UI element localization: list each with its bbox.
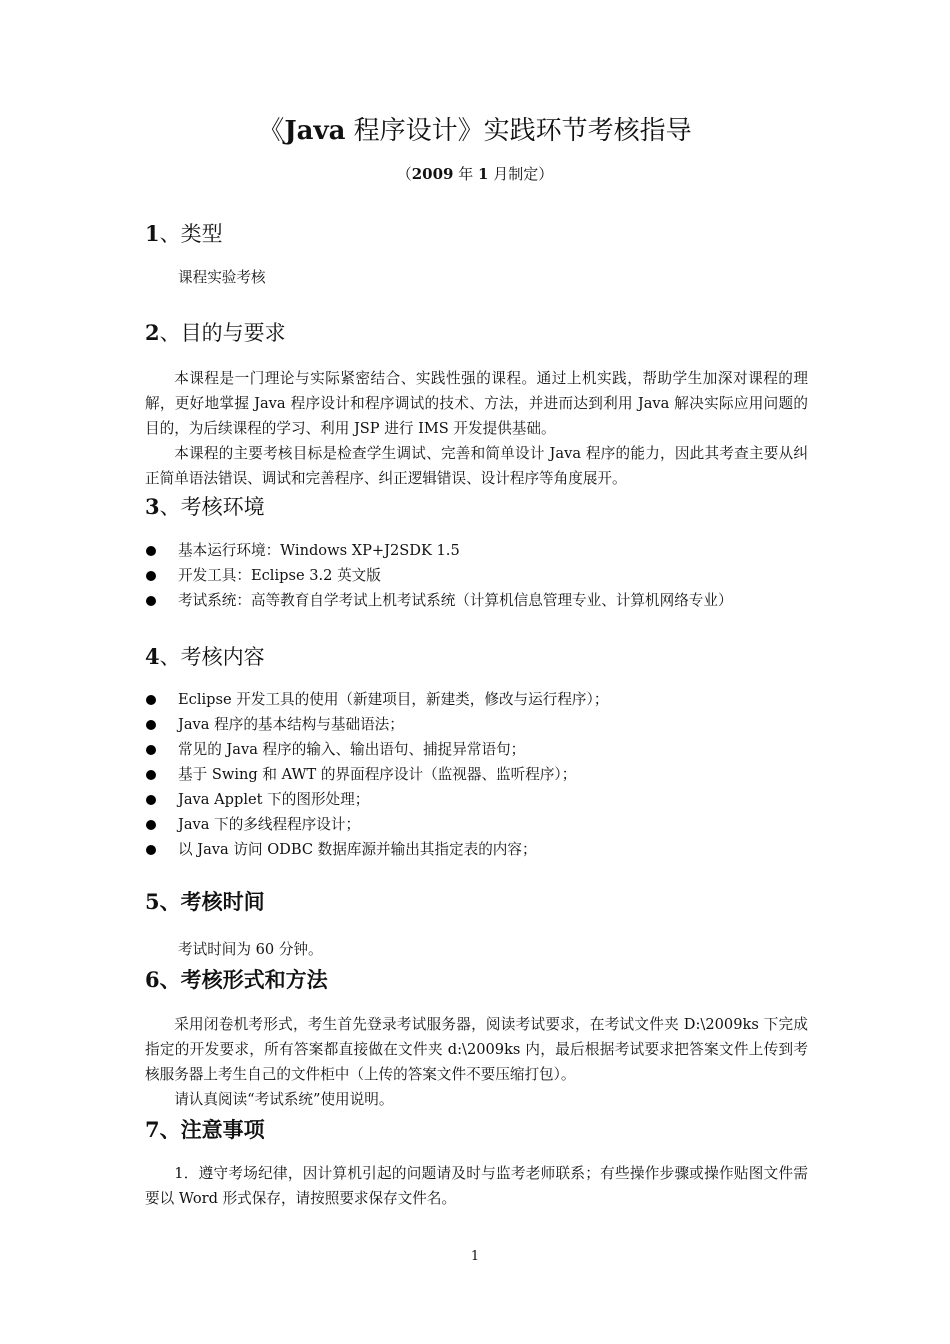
bullet-icon [146,596,156,606]
section-3-heading [145,492,265,522]
list-item [145,787,825,812]
list-item [145,737,825,762]
section-5-body: 考试时间为 60 分钟。 [178,941,323,958]
section-7-paragraph-1: 1．遵守考场纪律，因计算机引起的问题请及时与监考老师联系；有些操作步骤或操作贴图文件需要以 Word 形式保存，请按照要求保存文件名。 [145,1165,808,1207]
section-2-paragraph-1: 本课程是一门理论与实际紧密结合、实践性强的课程。通过上机实践，帮助学生加深对课程的理解，更好地掌握 Java 程序设计和程序调试的技术、方法，并进而达到利用 Java 解决实际应用问题的目的，为后续课程的学习、利用 JSP 进行 IMS 开发提供基础。 [145,370,808,437]
section-7-heading [145,1115,265,1145]
bullet-icon [146,571,156,581]
bullet-icon [146,695,156,705]
list-item [145,563,825,588]
section-1-number: 1 [145,221,160,246]
bullet-icon [146,745,156,755]
section-6-number: 6 [145,967,160,992]
section-1-title: 、类型 [159,222,223,246]
section-3-number: 3 [145,494,160,519]
list-item [145,538,825,563]
bullet-icon [146,720,156,730]
list-item-text: 开发工具：Eclipse 3.2 英文版 [178,567,381,584]
title-open-bracket: 《 [258,116,285,146]
section-4-title: 、考核内容 [159,645,265,669]
list-item-text: 常见的 Java 程序的输入、输出语句、捕捉异常语句； [178,741,526,758]
bullet-icon [146,820,156,830]
bullet-icon [146,546,156,556]
section-5-title: 、考核时间 [159,889,265,914]
list-item-text: Java 程序的基本结构与基础语法； [178,716,404,733]
section-6-heading [145,965,328,995]
document-title [0,113,950,149]
list-item [145,762,825,787]
section-1-heading [145,219,223,249]
section-7-title: 、注意事项 [159,1117,265,1142]
section-2-heading [145,318,286,348]
section-7-number: 7 [145,1117,160,1142]
subtitle-open: （ [396,165,412,183]
section-6-paragraph-2: 请认真阅读“考试系统”使用说明。 [174,1091,394,1108]
subtitle-mid: 年 [453,165,479,183]
list-item [145,588,825,613]
list-item-text: Eclipse 开发工具的使用（新建项目，新建类，修改与运行程序）； [178,691,609,708]
list-item [145,687,825,712]
subtitle-rest: 月制定） [488,165,554,183]
section-6-title: 、考核形式和方法 [159,967,328,992]
bullet-icon [146,845,156,855]
section-2-title: 、目的与要求 [159,321,286,345]
section-5-number: 5 [145,889,160,914]
document-subtitle [0,163,950,185]
section-4-list [145,687,825,862]
list-item-text: 以 Java 访问 ODBC 数据库源并输出其指定表的内容； [178,841,537,858]
section-2-paragraph-2: 本课程的主要考核目标是检查学生调试、完善和简单设计 Java 程序的能力，因此其考查主要从纠正简单语法错误、调试和完善程序、纠正逻辑错误、设计程序等角度展开。 [145,445,808,487]
list-item [145,712,825,737]
section-1-body: 课程实验考核 [178,269,266,286]
list-item-text: 基本运行环境：Windows XP+J2SDK 1.5 [178,542,460,559]
section-2-number: 2 [145,320,160,345]
section-4-number: 4 [145,644,160,669]
subtitle-month: 1 [478,165,489,183]
list-item [145,837,825,862]
list-item-text: Java 下的多线程程序设计； [178,816,361,833]
section-3-list [145,538,825,613]
list-item [145,812,825,837]
bullet-icon [146,770,156,780]
title-java: Java [284,116,346,146]
bullet-icon [146,795,156,805]
list-item-text: 基于 Swing 和 AWT 的界面程序设计（监视器、监听程序）； [178,766,577,783]
section-4-heading [145,642,265,672]
title-rest: 程序设计》实践环节考核指导 [345,116,692,146]
section-5-heading [145,887,265,917]
subtitle-year: 2009 [411,165,454,183]
page-number: 1 [470,1249,480,1264]
section-3-title: 、考核环境 [159,495,265,519]
section-6-paragraph-1: 采用闭卷机考形式，考生首先登录考试服务器，阅读考试要求，在考试文件夹 D:\2009ks 下完成指定的开发要求，所有答案都直接做在文件夹 d:\2009ks 内，最后根据考试要求把答案文件上传到考核服务器上考生自己的文件柜中（上传的答案文件不要压缩打包）。 [145,1016,808,1083]
list-item-text: Java Applet 下的图形处理； [178,791,370,808]
list-item-text: 考试系统：高等教育自学考试上机考试系统（计算机信息管理专业、计算机网络专业） [178,592,733,609]
